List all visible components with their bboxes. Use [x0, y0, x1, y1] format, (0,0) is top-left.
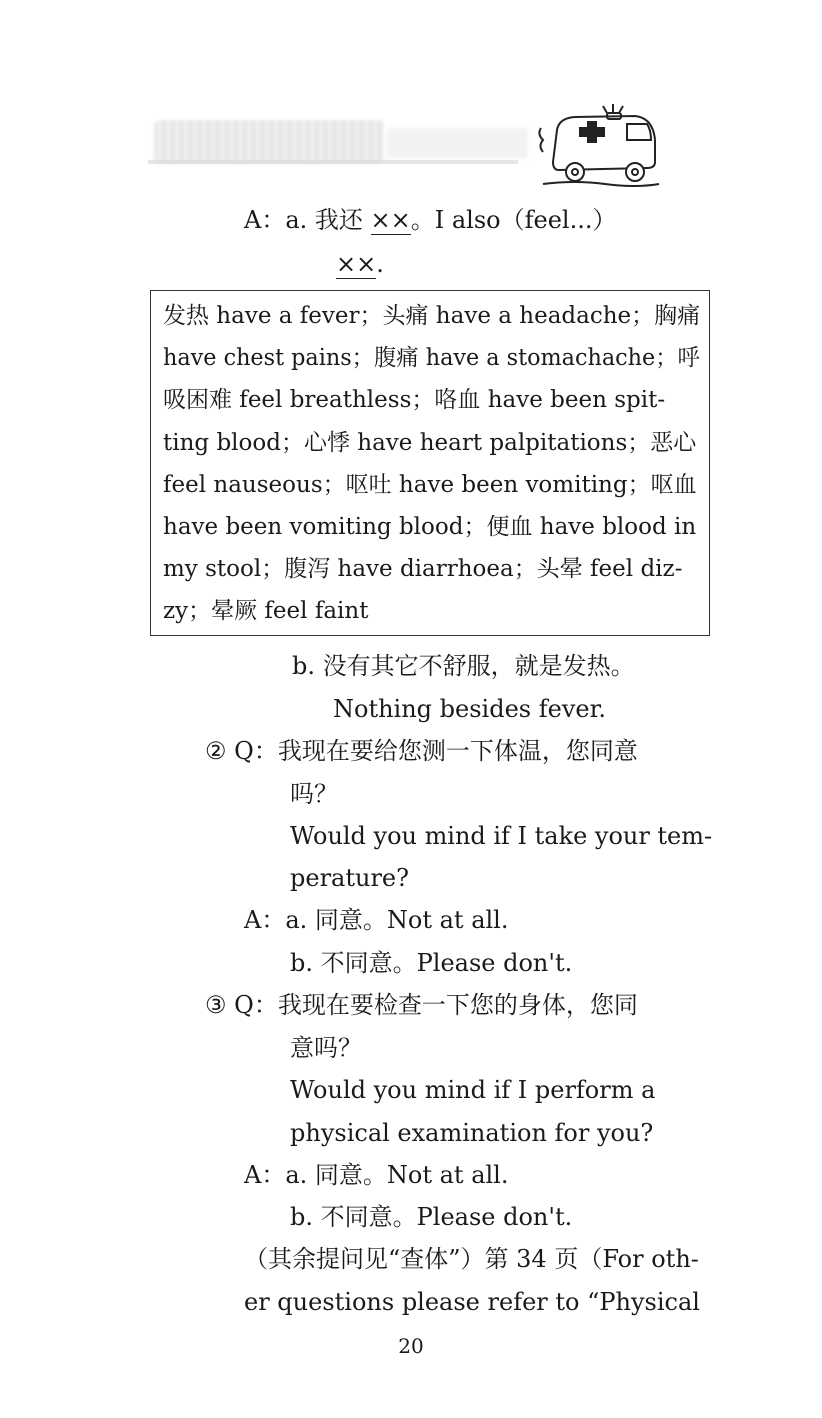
vocab-line: zy；晕厥 feel faint	[163, 598, 369, 624]
reference-note-2: er questions please refer to “Physical	[244, 1288, 700, 1316]
answer-2b: b. 不同意。Please don't.	[290, 949, 573, 977]
question-3-zh-2: 意吗？	[290, 1034, 362, 1062]
answer-a-line	[244, 204, 616, 236]
question-2-zh-2: 吗？	[290, 780, 338, 808]
answer-a-blank-2: ××	[336, 250, 377, 278]
ambulance-icon	[535, 100, 660, 190]
answer-a-blank: ××	[370, 206, 411, 234]
header-title-smudge-2	[388, 128, 528, 158]
answer-3a: A：a. 同意。Not at all.	[244, 1161, 509, 1189]
answer-a-line-2	[336, 248, 384, 280]
answer-a-rest: 。I also（feel...）	[410, 206, 617, 234]
answer-b-zh: b. 没有其它不舒服，就是发热。	[292, 652, 635, 680]
answer-2a: A：a. 同意。Not at all.	[244, 906, 509, 934]
answer-a-rest-2: .	[376, 250, 384, 278]
page-number: 20	[398, 1334, 424, 1358]
question-2-zh-1: ② Q：我现在要给您测一下体温，您同意	[205, 737, 638, 765]
answer-3b: b. 不同意。Please don't.	[290, 1203, 573, 1231]
answer-b-en: Nothing besides fever.	[333, 695, 607, 723]
answer-a-prefix: A：a. 我还	[244, 206, 371, 234]
vocab-line: 吸困难 feel breathless；咯血 have been spit-	[163, 387, 666, 413]
header-rule	[148, 160, 518, 164]
vocab-line: feel nauseous；呕吐 have been vomiting；呕血	[163, 472, 697, 498]
reference-note-1: （其余提问见“查体”）第 34 页（For oth-	[244, 1245, 699, 1273]
question-2-en-1: Would you mind if I take your tem-	[290, 822, 713, 850]
question-3-en-2: physical examination for you?	[290, 1119, 654, 1147]
vocab-line: have chest pains；腹痛 have a stomachache；呼	[163, 345, 700, 371]
vocabulary-box	[150, 290, 710, 636]
question-3-zh-1: ③ Q：我现在要检查一下您的身体，您同	[205, 991, 638, 1019]
question-3-en-1: Would you mind if I perform a	[290, 1076, 656, 1104]
vocab-line: have been vomiting blood；便血 have blood in	[163, 514, 697, 540]
vocab-line: my stool；腹泻 have diarrhoea；头晕 feel diz-	[163, 556, 683, 582]
question-2-en-2: perature?	[290, 864, 409, 892]
vocab-line: ting blood；心悸 have heart palpitations；恶心	[163, 430, 697, 456]
vocab-line: 发热 have a fever；头痛 have a headache；胸痛	[163, 303, 701, 329]
header-title-smudge	[154, 120, 384, 164]
